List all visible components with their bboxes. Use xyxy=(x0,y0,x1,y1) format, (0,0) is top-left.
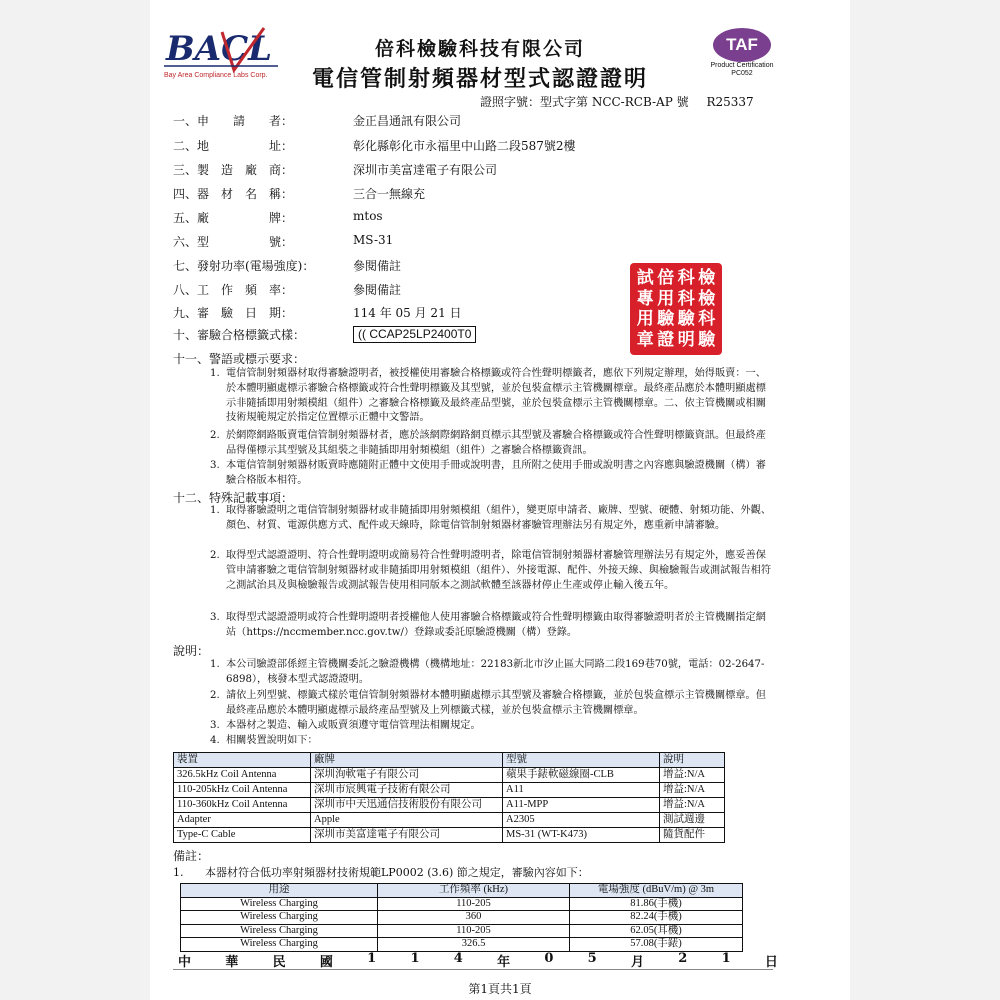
remarks-line xyxy=(173,864,589,880)
date-char: 中 xyxy=(178,955,192,970)
table-row xyxy=(181,924,743,938)
field-label: 三、製 造 廠 商： xyxy=(173,163,294,177)
column-header: 工作頻率 (kHz) xyxy=(378,884,570,898)
section-special-title: 十二、特殊記載事項： xyxy=(173,491,294,505)
date-char: 1 xyxy=(721,951,731,966)
company-seal xyxy=(630,263,722,355)
column-header: 裝置 xyxy=(174,753,311,768)
column-header: 型號 xyxy=(503,753,660,768)
field-value: MS-31 xyxy=(353,233,394,247)
table-cell: Wireless Charging xyxy=(181,938,378,952)
field-applicant xyxy=(173,112,462,129)
table-cell: 82.24(手機) xyxy=(570,911,743,925)
certificate-number-label: 證照字號：型式字第 NCC-RCB-AP 號 xyxy=(480,95,689,109)
certificate-number: R25337 xyxy=(706,95,754,109)
seal-char: 科 xyxy=(677,288,695,309)
date-char: 月 xyxy=(630,955,644,970)
note-text: 相關裝置說明如下： xyxy=(226,735,318,746)
seal-char: 倍 xyxy=(657,268,675,288)
table-cell: 62.05(耳機) xyxy=(570,924,743,938)
table-cell: 360 xyxy=(378,911,570,925)
table-cell: 81.86(手機) xyxy=(570,897,743,911)
table-row xyxy=(181,938,743,952)
special-text: 取得型式認證證明或符合性聲明證明者授權他人使用審驗合格標籤或符合性聲明標籤由取得審驗證明者於主管機關指定網站（https://nccmember.ncc.gov.tw/）登錄或委託原驗證機關（構）登錄。 xyxy=(226,612,766,638)
table-cell: A2305 xyxy=(503,813,660,828)
note-text: 請依上列型號、標籤式樣於電信管制射頻器材本體明顯處標示其型號及審驗合格標籤，並於包裝盒標示主管機關標章。但最終產品應於本體明顯處標示最終產品型號及上列標籤式樣，並於包裝盒標示主管機關標章。 xyxy=(226,690,766,716)
document-title: 電信管制射頻器材型式認證證明 xyxy=(311,66,648,92)
table-row xyxy=(181,897,743,911)
remarks-number: 1. xyxy=(173,866,184,879)
column-header: 用途 xyxy=(181,884,378,898)
table-cell: 110-205 xyxy=(378,897,570,911)
note-item-4: 4. 相關裝置說明如下： xyxy=(210,735,318,746)
table-header-row xyxy=(181,884,743,898)
field-value: 三合一無線充 xyxy=(353,187,426,201)
field-value: 深圳市美富達電子有限公司 xyxy=(353,163,498,177)
table-cell: A11 xyxy=(503,783,660,798)
table-header-row xyxy=(174,753,725,768)
note-text: 本器材之製造、輸入或販賣須遵守電信管理法相關規定。 xyxy=(226,720,481,731)
table-cell: 深圳洵軟電子有限公司 xyxy=(311,768,503,783)
seal-char: 驗 xyxy=(698,329,716,350)
special-item-1: 1. 取得審驗證明之電信管制射頻器材或非隨插即用射頻模組（組件），變更原申請者、廠牌、型號、硬體、射頻功能、外觀、顏色、材質、電源供應方式、配件或天線時，除電信管制射頻器材審驗管理辦法另有規定外，應重新申請審驗。 xyxy=(210,505,772,531)
taf-logo xyxy=(702,28,782,78)
note-item-2: 2. 請依上列型號、標籤式樣於電信管制射頻器材本體明顯處標示其型號及審驗合格標籤，並於包裝盒標示主管機關標章。但最終產品應於本體明顯處標示最終產品型號及上列標籤式樣，並於包裝盒標示主管機關標章。 xyxy=(210,690,766,716)
table-row xyxy=(174,783,725,798)
ncc-label-code: CCAP25LP2400T0 xyxy=(369,327,472,341)
warning-text: 本電信管制射頻器材販賣時應隨附正體中文使用手冊或說明書，且所附之使用手冊或說明書之內容應與驗證機關（構）審驗合格版本相符。 xyxy=(226,460,766,486)
field-value: 參閱備註 xyxy=(353,259,402,273)
table-row xyxy=(174,798,725,813)
column-header: 說明 xyxy=(660,753,725,768)
special-text: 取得型式認證證明、符合性聲明證明或簡易符合性聲明證明者，除電信管制射頻器材審驗管理辦法另有規定外，應妥善保管申請審驗之電信管制射頻器材或非隨插即用射頻模組（組件）、外接電源、配件、外接天線、與檢驗報告或測試報告相符之測試治具及與檢驗報告或測試報告使用相同版本之測試軟體至該器材停止生產或停止輸入後五年。 xyxy=(226,550,772,591)
seal-char: 科 xyxy=(698,309,716,329)
table-cell: Wireless Charging xyxy=(181,911,378,925)
svg-text:Bay Area Compliance Labs Corp.: Bay Area Compliance Labs Corp. xyxy=(164,72,268,79)
table-cell: 深圳市中天迅通信技術股份有限公司 xyxy=(311,798,503,813)
table-cell: Wireless Charging xyxy=(181,897,378,911)
column-header: 廠牌 xyxy=(311,753,503,768)
table-row xyxy=(174,813,725,828)
special-item-3: 3. 取得型式認證證明或符合性聲明證明者授權他人使用審驗合格標籤或符合性聲明標籤由取得審驗證明者於主管機關指定網站（https://nccmember.ncc.gov.tw/）登錄或委託原驗證機關（構）登錄。 xyxy=(210,612,766,638)
remarks-text: 本器材符合低功率射頻器材技術規範LP0002 (3.6) 節之規定，審驗內容如下： xyxy=(205,866,589,879)
page-number: 第1頁共1頁 xyxy=(468,982,532,996)
table-cell: A11-MPP xyxy=(503,798,660,813)
seal-char: 證 xyxy=(657,329,675,350)
field-label: 六、型 號： xyxy=(173,235,294,249)
svg-text:BACL: BACL xyxy=(166,29,273,69)
table-cell: Apple xyxy=(311,813,503,828)
warning-item-3: 3. 本電信管制射頻器材販賣時應隨附正體中文使用手冊或說明書，且所附之使用手冊或說明書之內容應與驗證機關（構）審驗合格版本相符。 xyxy=(210,460,766,486)
field-value: 參閱備註 xyxy=(353,283,402,297)
warning-text: 於網際網路販賣電信管制射頻器材者，應於該網際網路網頁標示其型號及審驗合格標籤或符合性聲明標籤資訊。但最終產品得僅標示其型號及其組裝之非隨插即用射頻模組（組件）之審驗合格標籤資訊。 xyxy=(226,430,766,456)
table-cell: 110-360kHz Coil Antenna xyxy=(174,798,311,813)
seal-char: 試 xyxy=(636,268,654,288)
seal-char: 明 xyxy=(677,329,695,350)
date-char: 國 xyxy=(319,955,333,970)
date-char: 年 xyxy=(497,955,511,970)
note-item-3: 3. 本器材之製造、輸入或販賣須遵守電信管理法相關規定。 xyxy=(210,720,481,731)
seal-char: 專 xyxy=(636,288,654,309)
field-label: 五、廠 牌： xyxy=(173,211,294,225)
table-row xyxy=(174,828,725,843)
field-device-name xyxy=(173,185,426,202)
field-label: 八、工 作 頻 率： xyxy=(173,283,294,297)
seal-char: 章 xyxy=(636,329,654,350)
seal-char: 驗 xyxy=(657,309,675,329)
ncc-cc-icon: (( xyxy=(358,327,366,341)
date-char: 2 xyxy=(678,951,688,966)
table-row xyxy=(174,768,725,783)
warning-item-1: 1. 電信管制射頻器材取得審驗證明者，被授權使用審驗合格標籤或符合性聲明標籤者，應依下列規定辦理，始得販賣：一、於本體明顯處標示審驗合格標籤或符合性聲明標籤及其型號，並於包裝盒標示主管機關標章。最終產品應於本體明顯處標示非隨插即用射頻模組（組件）之審驗合格標籤及最終產品型號，並於包裝盒標示主管機關標章。二、依主管機關或相關技術規範規定於指定位置標示正體中文警語。 xyxy=(210,368,766,424)
note-item-1: 1. 本公司驗證部係經主管機關委託之驗證機構（機構地址：22183新北市汐止區大同路二段169巷70號，電話：02-2647-6898），核發本型式認證證明。 xyxy=(210,659,765,685)
seal-char: 用 xyxy=(636,309,654,329)
taf-badge: TAF xyxy=(713,28,771,62)
seal-char: 驗 xyxy=(677,309,695,329)
section-warnings-title: 十一、警語或標示要求： xyxy=(173,352,306,366)
certificate-page xyxy=(150,0,850,1000)
table-cell: Type-C Cable xyxy=(174,828,311,843)
table-row xyxy=(181,911,743,925)
issue-date xyxy=(178,951,778,970)
special-item-2: 2. 取得型式認證證明、符合性聲明證明或簡易符合性聲明證明者，除電信管制射頻器材審驗管理辦法另有規定外，應妥善保管申請審驗之電信管制射頻器材或非隨插即用射頻模組（組件）、外接電源、配件、外接天線、與檢驗報告或測試報告相符之測試治具及與檢驗報告或測試報告使用相同版本之測試軟體至該器材停止生產或停止輸入後五年。 xyxy=(210,550,772,591)
field-label: 九、審 驗 日 期： xyxy=(173,306,294,320)
table-cell: Adapter xyxy=(174,813,311,828)
field-transmit-power xyxy=(173,257,402,274)
date-char: 1 xyxy=(410,951,420,966)
field-label: 一、申 請 者： xyxy=(173,114,294,128)
table-cell: Wireless Charging xyxy=(181,924,378,938)
table-cell: 增益:N/A xyxy=(660,768,725,783)
seal-characters xyxy=(635,268,717,350)
table-cell: 隨貨配件 xyxy=(660,828,725,843)
column-header: 電場強度 (dBuV/m) @ 3m xyxy=(570,884,743,898)
date-char: 日 xyxy=(764,955,778,970)
divider xyxy=(173,969,773,970)
table-cell: 增益:N/A xyxy=(660,798,725,813)
warning-text: 電信管制射頻器材取得審驗證明者，被授權使用審驗合格標籤或符合性聲明標籤者，應依下列規定辦理，始得販賣：一、於本體明顯處標示審驗合格標籤或符合性聲明標籤及其型號，並於包裝盒標示主管機關標章。最終產品應於本體明顯處標示非隨插即用射頻模組（組件）之審驗合格標籤及最終產品型號，並於包裝盒標示主管機關標章。二、依主管機關或相關技術規範規定於指定位置標示正體中文警語。 xyxy=(226,368,766,424)
table-cell: MS-31 (WT-K473) xyxy=(503,828,660,843)
emission-table xyxy=(180,883,743,952)
field-label: 四、器 材 名 稱： xyxy=(173,187,294,201)
field-manufacturer xyxy=(173,161,498,178)
seal-char: 科 xyxy=(677,268,695,288)
table-cell: 326.5kHz Coil Antenna xyxy=(174,768,311,783)
taf-subtitle: Product Certification xyxy=(710,62,774,69)
date-char: 1 xyxy=(367,951,377,966)
field-value: 金正昌通訊有限公司 xyxy=(353,114,462,128)
field-address xyxy=(173,137,576,154)
field-review-date xyxy=(173,304,462,321)
field-value: 彰化縣彰化市永福里中山路二段587號2樓 xyxy=(353,139,576,153)
field-label: 十、審驗合格標籤式樣： xyxy=(173,328,306,342)
table-cell: 深圳市美富達電子有限公司 xyxy=(311,828,503,843)
date-char: 5 xyxy=(587,951,597,966)
table-cell: 326.5 xyxy=(378,938,570,952)
table-cell: 110-205 xyxy=(378,924,570,938)
date-char: 4 xyxy=(453,951,463,966)
table-cell: 深圳市宸興電子技術有限公司 xyxy=(311,783,503,798)
seal-char: 檢 xyxy=(698,268,716,288)
remarks-title: 備註： xyxy=(173,849,210,863)
field-value: 114 年 05 月 21 日 xyxy=(353,306,462,320)
notes-title: 說明： xyxy=(173,644,210,658)
warning-item-2: 2. 於網際網路販賣電信管制射頻器材者，應於該網際網路網頁標示其型號及審驗合格標籤或符合性聲明標籤資訊。但最終產品得僅標示其型號及其組裝之非隨插即用射頻模組（組件）之審驗合格標籤資訊。 xyxy=(210,430,766,456)
certificate-number-line xyxy=(480,93,754,110)
note-text: 本公司驗證部係經主管機關委託之驗證機構（機構地址：22183新北市汐止區大同路二段169巷70號，電話：02-2647-6898），核發本型式認證證明。 xyxy=(226,659,765,685)
bacl-logo xyxy=(160,22,280,82)
field-label: 二、地 址： xyxy=(173,139,294,153)
table-cell: 測試週邊 xyxy=(660,813,725,828)
date-char: 0 xyxy=(544,951,554,966)
field-brand xyxy=(173,209,383,226)
field-frequency xyxy=(173,281,402,298)
date-char: 華 xyxy=(225,955,239,970)
ncc-label-mark xyxy=(353,326,476,343)
field-label-sample xyxy=(173,326,472,343)
bacl-logo-graphic xyxy=(160,22,280,82)
special-text: 取得審驗證明之電信管制射頻器材或非隨插即用射頻模組（組件），變更原申請者、廠牌、型號、硬體、射頻功能、外觀、顏色、材質、電源供應方式、配件或天線時，除電信管制射頻器材審驗管理辦法另有規定外，應重新申請審驗。 xyxy=(226,505,772,531)
device-table xyxy=(173,752,725,843)
date-char: 民 xyxy=(272,955,286,970)
seal-char: 用 xyxy=(657,288,675,309)
seal-char: 檢 xyxy=(698,288,716,309)
table-cell: 57.08(手錶) xyxy=(570,938,743,952)
taf-code: PC052 xyxy=(731,70,753,77)
field-model xyxy=(173,233,394,250)
field-value: mtos xyxy=(353,209,383,223)
table-cell: 蘋果手錶軟磁線圈-CLB xyxy=(503,768,660,783)
field-label: 七、發射功率(電場強度)： xyxy=(173,259,315,273)
table-cell: 110-205kHz Coil Antenna xyxy=(174,783,311,798)
company-title: 倍科檢驗科技有限公司 xyxy=(374,38,585,60)
table-cell: 增益:N/A xyxy=(660,783,725,798)
